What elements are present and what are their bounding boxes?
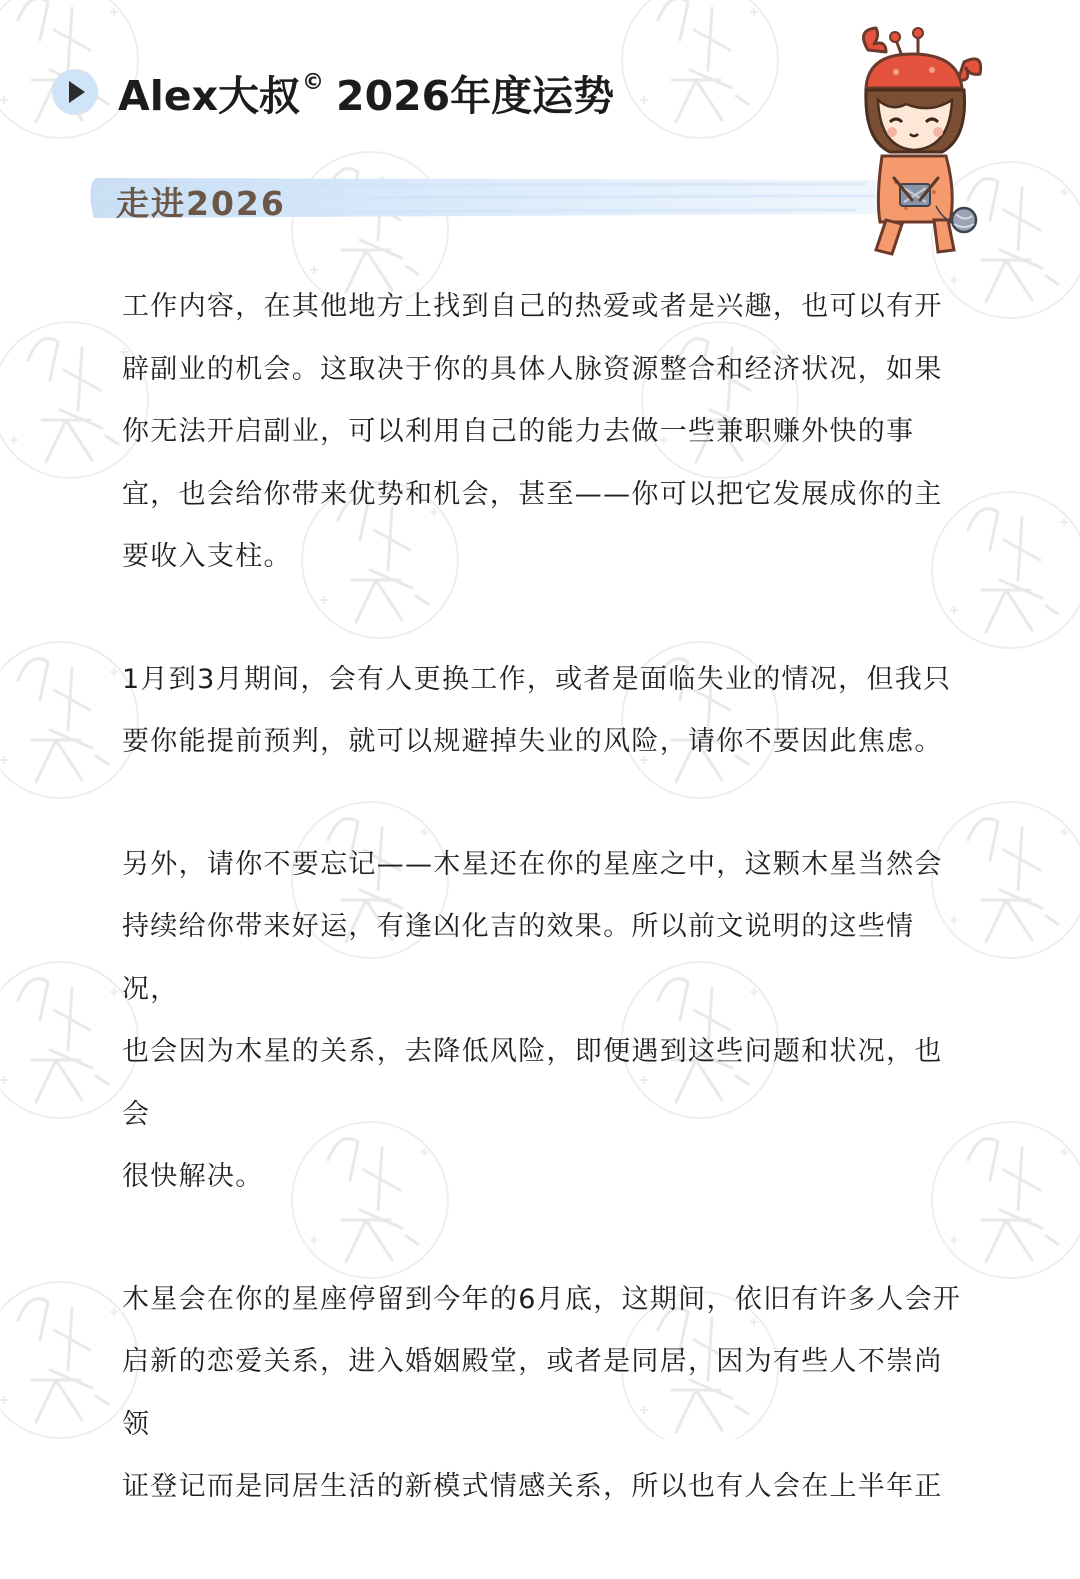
crab-hat-knitting-character xyxy=(846,22,986,262)
section-title: 走进2026 xyxy=(116,184,286,223)
copyright-mark: © xyxy=(302,69,325,95)
page-header xyxy=(52,60,614,124)
section-banner xyxy=(86,172,886,226)
play-triangle-icon xyxy=(52,69,98,115)
title-year: 2026年度运势 xyxy=(336,71,615,120)
title-main: Alex大叔 xyxy=(118,71,301,120)
page-title xyxy=(118,63,614,122)
paragraph: 1月到3月期间，会有人更换工作，或者是面临失业的情况，但我只 要你能提前预判，就可以规避掉失业的风险，请你不要因此焦虑。 xyxy=(122,663,952,757)
article-body xyxy=(122,276,962,1579)
paragraph: 木星会在你的星座停留到今年的6月底，这期间，依旧有许多人会开 启新的恋爱关系，进入婚姻殿堂，或者是同居，因为有些人不崇尚领 证登记而是同居生活的新模式情感关系，所以也有人会在上半年正 xyxy=(122,1283,962,1502)
paragraph: 另外，请你不要忘记——木星还在你的星座之中，这颗木星当然会 持续给你带来好运，有逢凶化吉的效果。所以前文说明的这些情况， 也会因为木星的关系，去降低风险，即便遇到这些问题和状况，也会 很快解决。 xyxy=(122,848,943,1192)
paragraph: 工作内容，在其他地方上找到自己的热爱或者是兴趣，也可以有开 辟副业的机会。这取决于你的具体人脉资源整合和经济状况，如果 你无法开启副业，可以利用自己的能力去做一些兼职赚外快的事 宜，也会给你带来优势和机会，甚至——你可以把它发展成你的主 要收入支柱。 xyxy=(122,291,943,572)
